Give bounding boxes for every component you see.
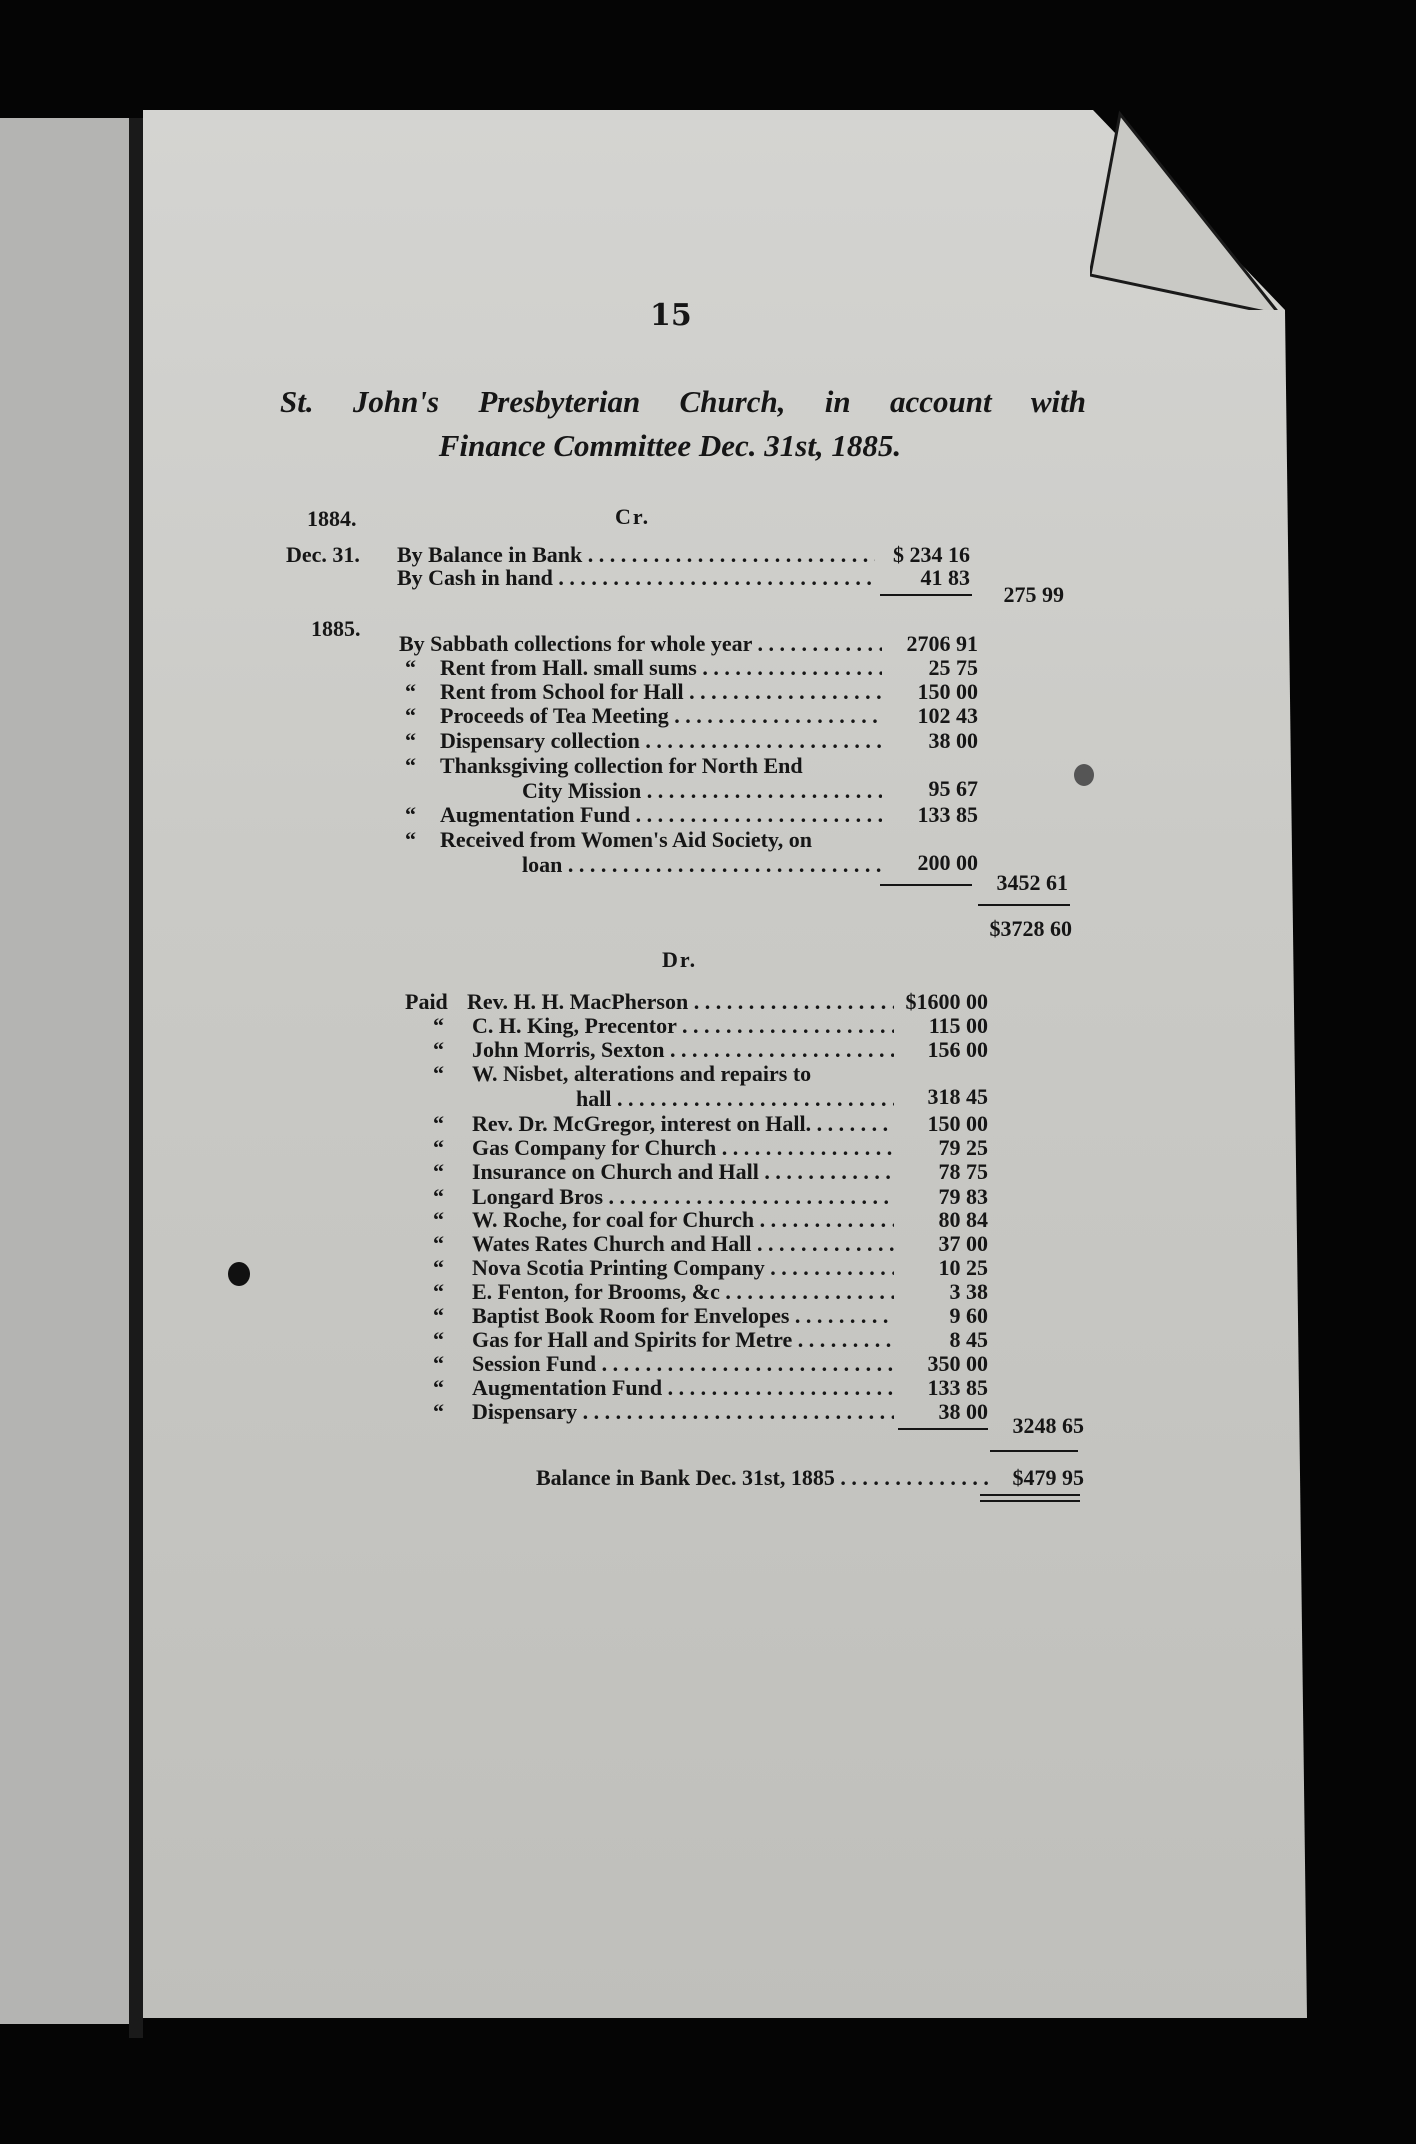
ledger-entry-label: Baptist Book Room for Envelopes . . . (472, 1304, 894, 1328)
ditto-mark: “ (405, 827, 416, 852)
total-rule (978, 904, 1070, 906)
ledger-entry-amount: 133 85 (917, 802, 978, 827)
ditto-mark: “ (433, 1111, 444, 1136)
ledger-entry-label: Dispensary . . . (472, 1400, 894, 1424)
paid-prefix: Paid (405, 989, 448, 1014)
ledger-entry-label: Thanksgiving collection for North End (440, 753, 803, 778)
ledger-entry-label: Session Fund . . . (472, 1352, 894, 1376)
page-title (270, 380, 1086, 468)
ledger-entry-amount: 10 25 (938, 1255, 988, 1280)
ledger-entry-amount: 41 83 (920, 565, 970, 590)
double-rule (980, 1500, 1080, 1502)
ditto-mark: “ (433, 1375, 444, 1400)
ditto-mark: “ (405, 655, 416, 680)
ledger-entry-label: Gas for Hall and Spirits for Metre . . . (472, 1328, 894, 1352)
subtotal-rule (898, 1428, 988, 1430)
ledger-entry-label: W. Roche, for coal for Church . . . (472, 1208, 894, 1232)
subtotal-rule (880, 884, 972, 886)
facing-page-edge (0, 118, 142, 2024)
ledger-entry-amount: 350 00 (927, 1351, 988, 1376)
ledger-entry-amount: 95 67 (928, 776, 978, 801)
ledger-entry-amount: 37 00 (938, 1231, 988, 1256)
ledger-entry-amount: 318 45 (927, 1084, 988, 1109)
ditto-mark: “ (433, 1351, 444, 1376)
ledger-entry-label: C. H. King, Precentor . . . (472, 1014, 894, 1038)
ditto-mark: “ (433, 1037, 444, 1062)
title-line-2: Finance Committee Dec. 31st, 1885. (438, 428, 902, 463)
debit-total: 3248 65 (1012, 1413, 1084, 1438)
page-gutter (129, 118, 143, 2038)
ledger-entry-label: Longard Bros . . . (472, 1185, 894, 1209)
ledger-entry-label: Gas Company for Church . . . (472, 1136, 894, 1160)
date-dec-31: Dec. 31. (286, 542, 360, 567)
ditto-mark: “ (405, 703, 416, 728)
debit-heading: Dr. (662, 947, 698, 972)
title-line-1: St. John's Presbyterian Church, in account with (280, 384, 1086, 419)
ledger-entry-label: Augmentation Fund . . . (472, 1376, 894, 1400)
ditto-mark: “ (433, 1159, 444, 1184)
ledger-entry-amount: 78 75 (938, 1159, 988, 1184)
ledger-entry-amount: 80 84 (938, 1207, 988, 1232)
ledger-entry-amount: $ 234 16 (893, 542, 970, 567)
ditto-mark: “ (433, 1399, 444, 1424)
ledger-entry-label: Wates Rates Church and Hall . . . (472, 1232, 894, 1256)
ledger-entry-amount: 133 85 (927, 1375, 988, 1400)
ledger-entry-amount: 9 60 (949, 1303, 988, 1328)
ledger-entry-amount: 150 00 (917, 679, 978, 704)
page-number: 15 (650, 298, 692, 333)
ledger-entry-label: Rent from Hall. small sums . . . (440, 656, 882, 680)
balance-label: Balance in Bank Dec. 31st, 1885 . . . (536, 1466, 988, 1490)
ledger-entry-amount: 3 38 (949, 1279, 988, 1304)
ledger-entry-label: hall . . . (576, 1087, 894, 1111)
ditto-mark: “ (405, 728, 416, 753)
credit-items-total: 3452 61 (996, 870, 1068, 895)
ditto-mark: “ (433, 1207, 444, 1232)
ledger-entry-amount: 79 25 (938, 1135, 988, 1160)
ledger-entry-label: Rent from School for Hall . . . (440, 680, 882, 704)
ink-blot (228, 1262, 250, 1286)
ditto-mark: “ (433, 1013, 444, 1038)
ledger-entry-amount: 200 00 (917, 850, 978, 875)
ledger-entry-amount: 25 75 (928, 655, 978, 680)
ledger-entry-label: Insurance on Church and Hall . . . (472, 1160, 894, 1184)
ditto-mark: “ (433, 1255, 444, 1280)
ledger-entry-label: Augmentation Fund . . . (440, 803, 882, 827)
ditto-mark: “ (433, 1231, 444, 1256)
ledger-entry-amount: 38 00 (928, 728, 978, 753)
ledger-entry-label: Proceeds of Tea Meeting . . . (440, 704, 882, 728)
ledger-entry-label: W. Nisbet, alterations and repairs to (472, 1061, 812, 1086)
ditto-mark: “ (433, 1184, 444, 1209)
credit-grand-total: $3728 60 (989, 916, 1072, 941)
ledger-entry-amount: 102 43 (917, 703, 978, 728)
ditto-mark: “ (405, 679, 416, 704)
ledger-entry-label: By Balance in Bank . . . (397, 543, 875, 567)
ledger-entry-label: loan . . . (522, 853, 882, 877)
ditto-mark: “ (433, 1303, 444, 1328)
opening-total: 275 99 (1003, 582, 1064, 607)
ledger-entry-amount: 79 83 (938, 1184, 988, 1209)
ledger-entry-amount: 8 45 (949, 1327, 988, 1352)
subtotal-rule (880, 594, 972, 596)
ledger-entry-label: E. Fenton, for Brooms, &c . . . (472, 1280, 894, 1304)
ledger-entry-label: John Morris, Sexton . . . (472, 1038, 894, 1062)
double-rule (980, 1494, 1080, 1496)
balance-amount: $479 95 (1012, 1465, 1084, 1490)
ledger-entry-label: Dispensary collection . . . (440, 729, 882, 753)
ditto-mark: “ (405, 753, 416, 778)
ditto-mark: “ (405, 802, 416, 827)
ledger-entry-amount: 150 00 (927, 1111, 988, 1136)
ditto-mark: “ (433, 1135, 444, 1160)
ledger-entry-amount: 2706 91 (906, 631, 978, 656)
ledger-entry-label: Received from Women's Aid Society, on (440, 827, 812, 852)
ditto-mark: “ (433, 1279, 444, 1304)
year-1884: 1884. (307, 506, 357, 531)
ledger-entry-label: City Mission . . . (522, 779, 882, 803)
ledger-entry-amount: 156 00 (927, 1037, 988, 1062)
ledger-entry-label: By Sabbath collections for whole year . . . (399, 632, 882, 656)
ditto-mark: “ (433, 1327, 444, 1352)
total-rule (990, 1450, 1078, 1452)
ledger-entry-label: Nova Scotia Printing Company . . . (472, 1256, 894, 1280)
folded-corner (1090, 110, 1290, 310)
ledger-entry-label: Rev. H. H. MacPherson . . . (467, 990, 894, 1014)
credit-heading: Cr. (615, 504, 651, 529)
ink-speck (1074, 764, 1094, 786)
ledger-entry-amount: 115 00 (928, 1013, 988, 1038)
ledger-entry-label: By Cash in hand . . . (397, 566, 875, 590)
ledger-entry-amount: 38 00 (938, 1399, 988, 1424)
year-1885: 1885. (311, 616, 361, 641)
ditto-mark: “ (433, 1061, 444, 1086)
ledger-entry-amount: $1600 00 (905, 989, 988, 1014)
ledger-entry-label: Rev. Dr. McGregor, interest on Hall. . . . (472, 1112, 894, 1136)
